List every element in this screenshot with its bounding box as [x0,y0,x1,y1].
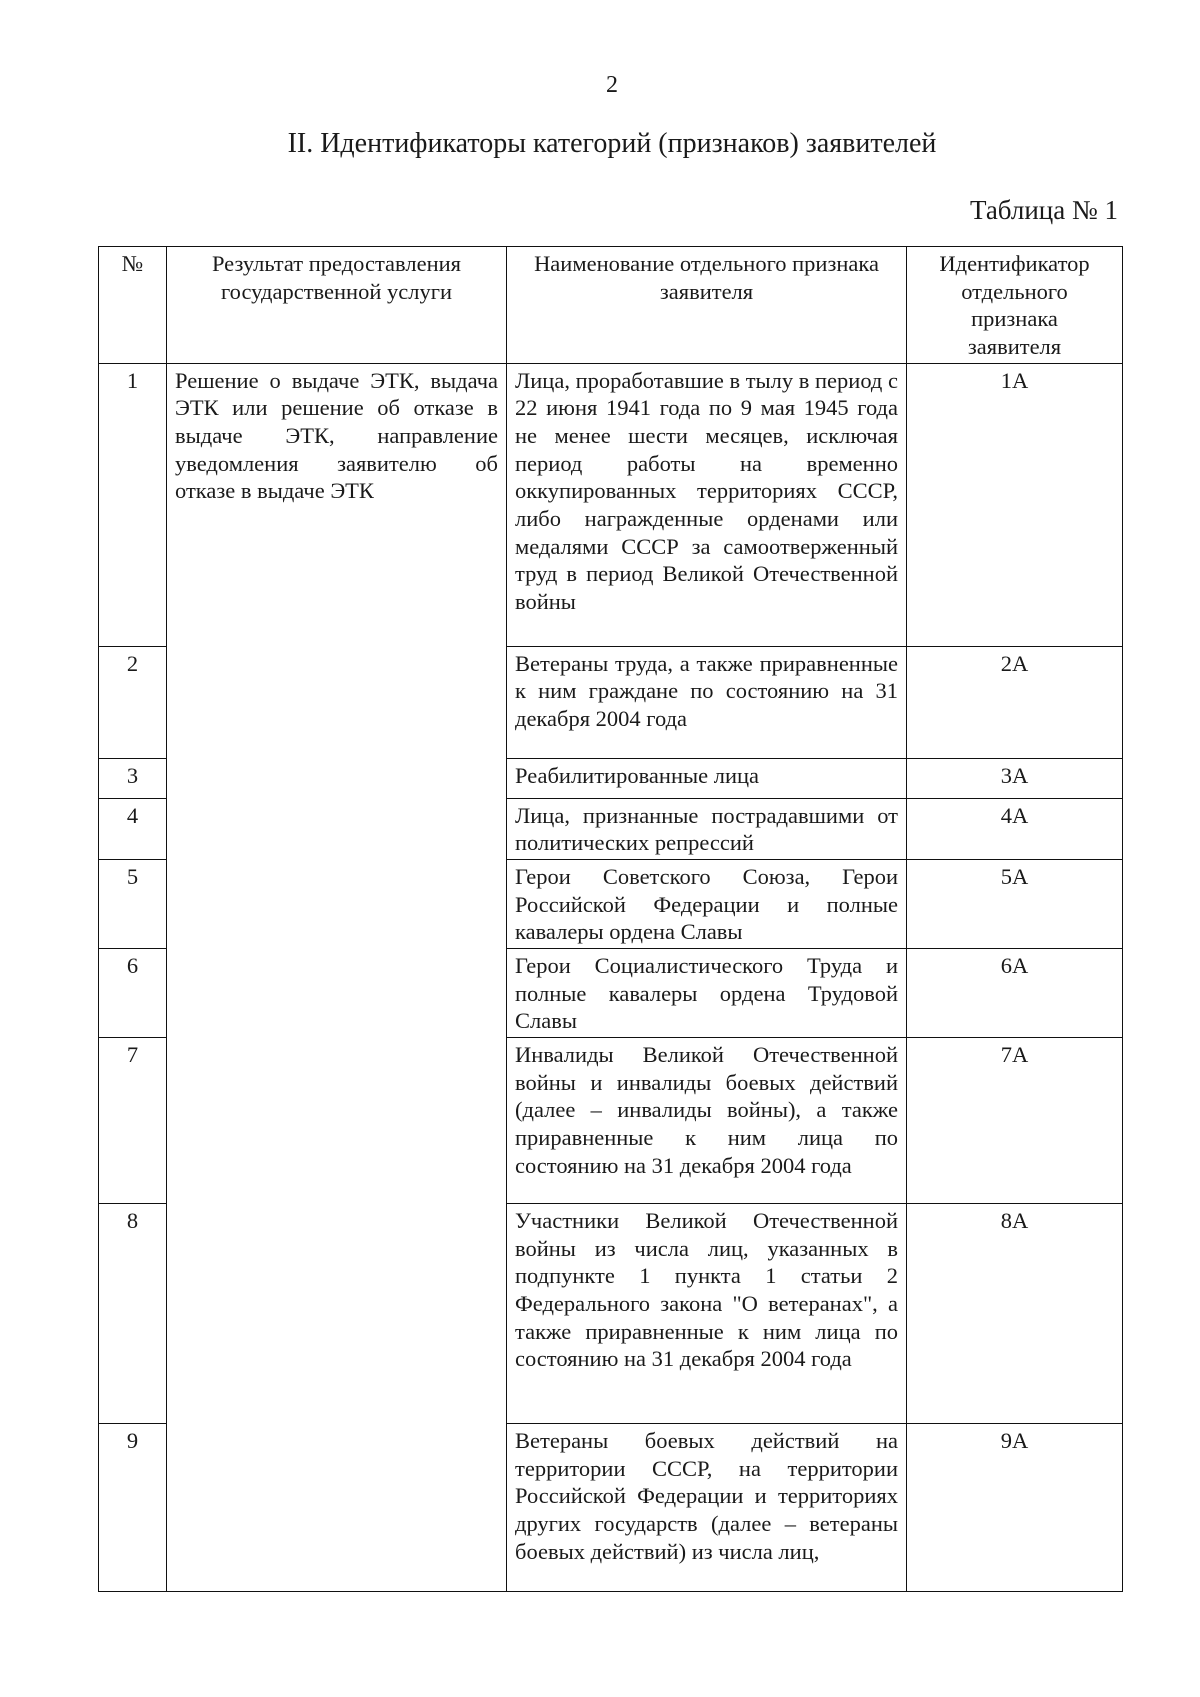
table-header-row [99,247,1123,364]
row-num: 7 [99,1038,167,1204]
row-num: 3 [99,758,167,798]
row-num: 2 [99,646,167,758]
row-name: Участники Великой Отечественной войны из числа лиц, указанных в подпункте 1 пункта 1 статьи 2 Федерального закона "О ветеранах", а также приравненные к ним лица по состоянию на 31 декабря 2004 года [507,1204,907,1424]
row-name: Лица, признанные пострадавшими от политических репрессий [507,798,907,859]
row-id: 9А [907,1424,1123,1592]
row-id: 7А [907,1038,1123,1204]
row-id: 1А [907,363,1123,646]
row-num: 1 [99,363,167,646]
header-result: Результат предоставления государственной услуги [167,247,507,364]
header-id: Идентификатор отдельного признака заявителя [907,247,1123,364]
row-id: 4А [907,798,1123,859]
row-name: Герои Советского Союза, Герои Российской Федерации и полные кавалеры ордена Славы [507,860,907,949]
row-id: 2А [907,646,1123,758]
row-name: Инвалиды Великой Отечественной войны и инвалиды боевых действий (далее – инвалиды войны), а также приравненные к ним лица по состоянию на 31 декабря 2004 года [507,1038,907,1204]
table-row [99,363,1123,646]
row-name: Ветераны боевых действий на территории СССР, на территории Российской Федерации и территориях других государств (далее – ветераны боевых действий) из числа лиц, [507,1424,907,1592]
header-num: № [99,247,167,364]
row-num: 4 [99,798,167,859]
row-name: Реабилитированные лица [507,758,907,798]
row-num: 8 [99,1204,167,1424]
row-num: 6 [99,949,167,1038]
row-name: Герои Социалистического Труда и полные кавалеры ордена Трудовой Славы [507,949,907,1038]
row-name: Лица, проработавшие в тылу в период с 22 июня 1941 года по 9 мая 1945 года не менее шести месяцев, исключая период работы на временно оккупированных территориях СССР, либо награжденные орденами или медалями СССР за самоотверженный труд в период Великой Отечественной войны [507,363,907,646]
row-id: 5А [907,860,1123,949]
row-id: 3А [907,758,1123,798]
header-name: Наименование отдельного признака заявителя [507,247,907,364]
row-id: 6А [907,949,1123,1038]
result-cell: Решение о выдаче ЭТК, выдача ЭТК или решение об отказе в выдаче ЭТК, направление уведомления заявителю об отказе в выдаче ЭТК [167,363,507,1591]
section-title: II. Идентификаторы категорий (признаков) заявителей [287,128,937,159]
table-label: Таблица № 1 [970,195,1118,225]
row-num: 5 [99,860,167,949]
row-num: 9 [99,1424,167,1592]
page-number: 2 [606,72,618,98]
row-id: 8А [907,1204,1123,1424]
applicant-categories-table [98,246,1123,1592]
row-name: Ветераны труда, а также приравненные к ним граждане по состоянию на 31 декабря 2004 года [507,646,907,758]
